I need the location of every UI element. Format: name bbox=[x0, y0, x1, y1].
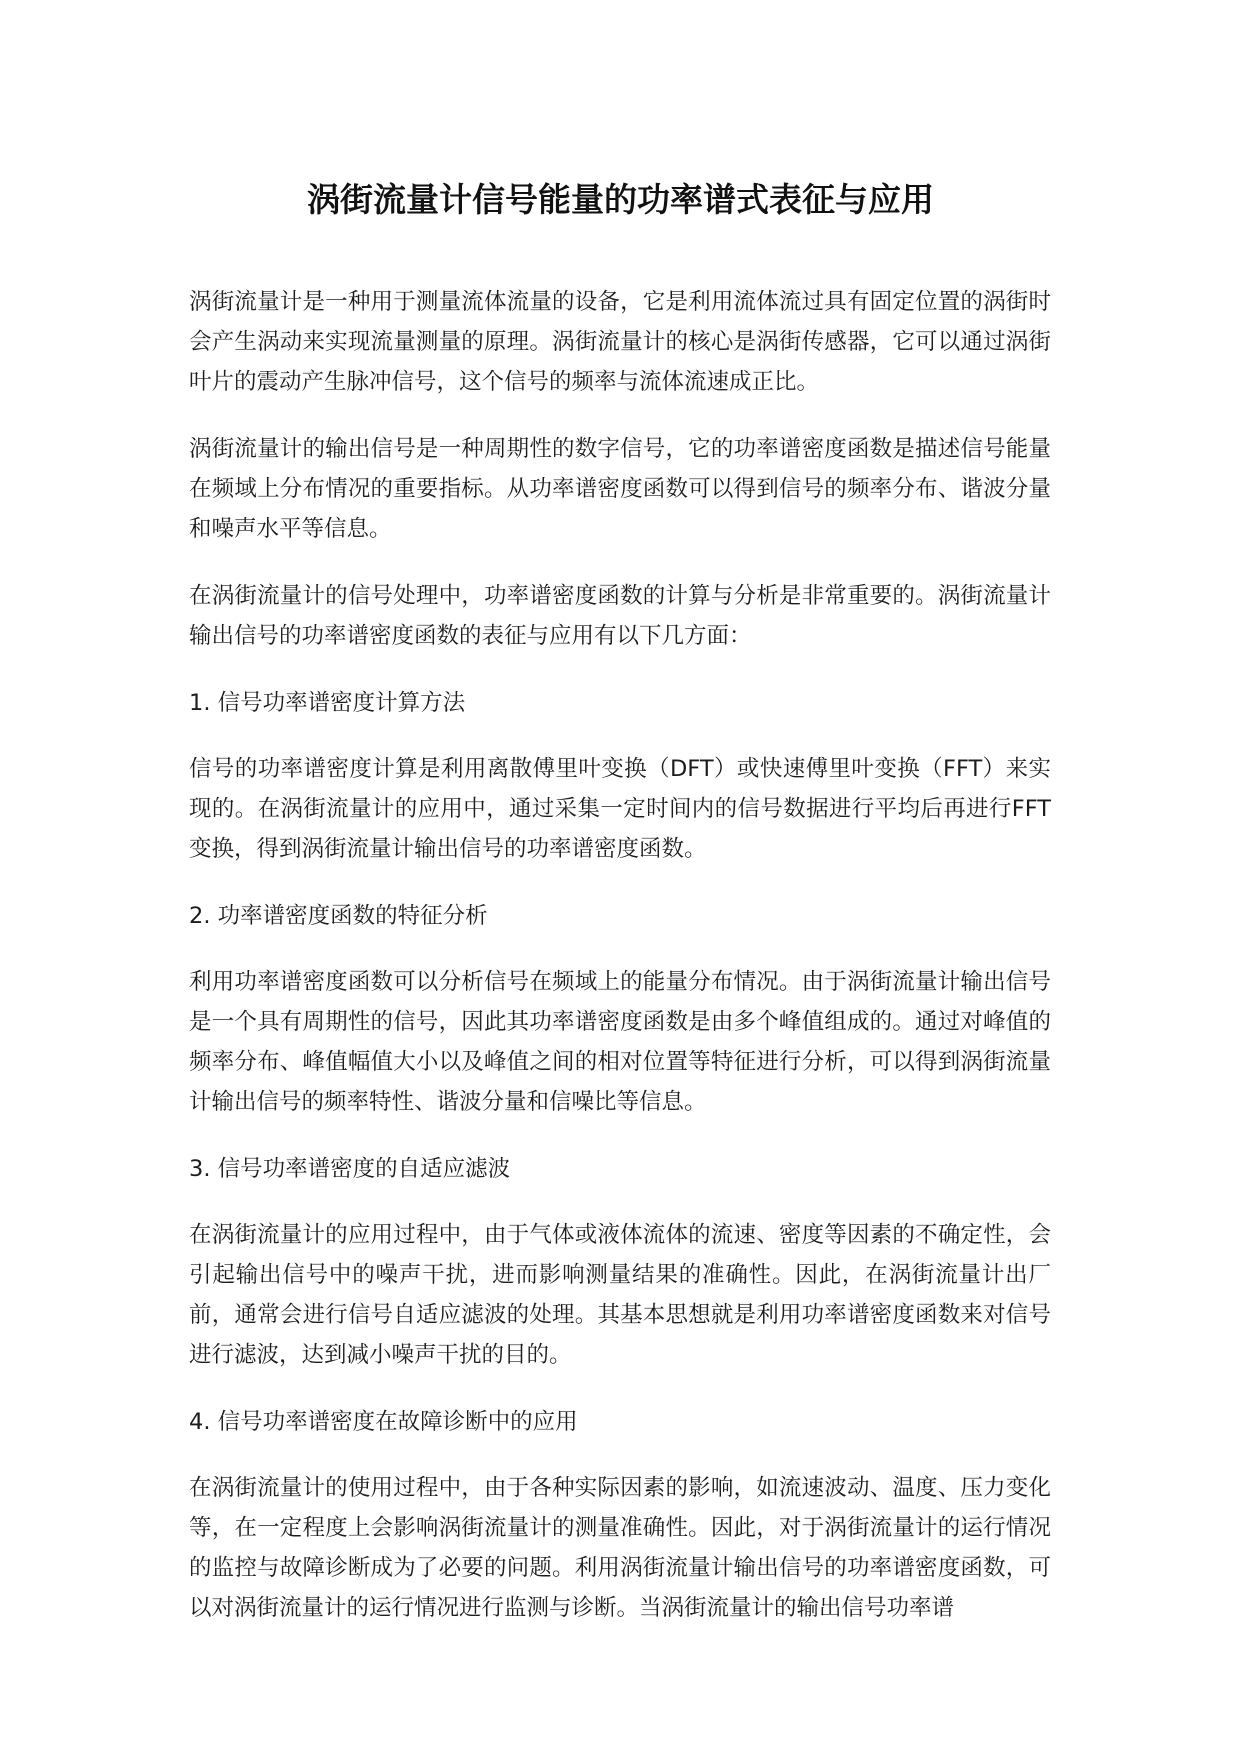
paragraph-feature-analysis: 利用功率谱密度函数可以分析信号在频域上的能量分布情况。由于涡街流量计输出信号是一个具有周期性的信号，因此其功率谱密度函数是由多个峰值组成的。通过对峰值的频率分布、峰值幅值大小以及峰值之间的相对位置等特征进行分析，可以得到涡街流量计输出信号的频率特性、谐波分量和信噪比等信息。 bbox=[189, 969, 1051, 1115]
paragraph-signal-processing: 在涡街流量计的信号处理中，功率谱密度函数的计算与分析是非常重要的。涡街流量计输出信号的功率谱密度函数的表征与应用有以下几方面： bbox=[189, 583, 1051, 649]
section-heading-2: 2. 功率谱密度函数的特征分析 bbox=[189, 903, 488, 929]
paragraph-output-signal: 涡街流量计的输出信号是一种周期性的数字信号，它的功率谱密度函数是描述信号能量在频域上分布情况的重要指标。从功率谱密度函数可以得到信号的频率分布、谐波分量和噪声水平等信息。 bbox=[189, 436, 1051, 542]
section-heading-1: 1. 信号功率谱密度计算方法 bbox=[189, 690, 466, 716]
document-title: 涡街流量计信号能量的功率谱式表征与应用 bbox=[307, 180, 934, 219]
section-heading-3: 3. 信号功率谱密度的自适应滤波 bbox=[189, 1156, 511, 1182]
section-heading-4: 4. 信号功率谱密度在故障诊断中的应用 bbox=[189, 1409, 578, 1435]
paragraph-adaptive-filtering: 在涡街流量计的应用过程中，由于气体或液体流体的流速、密度等因素的不确定性，会引起输出信号中的噪声干扰，进而影响测量结果的准确性。因此，在涡街流量计出厂前，通常会进行信号自适应滤波的处理。其基本思想就是利用功率谱密度函数来对信号进行滤波，达到减小噪声干扰的目的。 bbox=[189, 1222, 1051, 1368]
document-body bbox=[189, 282, 1051, 1655]
paragraph-fault-diagnosis: 在涡街流量计的使用过程中，由于各种实际因素的影响，如流速波动、温度、压力变化等，在一定程度上会影响涡街流量计的测量准确性。因此，对于涡街流量计的运行情况的监控与故障诊断成为了必要的问题。利用涡街流量计输出信号的功率谱密度函数，可以对涡街流量计的运行情况进行监测与诊断。当涡街流量计的输出信号功率谱 bbox=[189, 1475, 1051, 1621]
paragraph-intro: 涡街流量计是一种用于测量流体流量的设备，它是利用流体流过具有固定位置的涡街时会产生涡动来实现流量测量的原理。涡街流量计的核心是涡街传感器，它可以通过涡街叶片的震动产生脉冲信号，这个信号的频率与流体流速成正比。 bbox=[189, 289, 1051, 395]
paragraph-psd-calculation: 信号的功率谱密度计算是利用离散傅里叶变换（DFT）或快速傅里叶变换（FFT）来实现的。在涡街流量计的应用中，通过采集一定时间内的信号数据进行平均后再进行FFT变换，得到涡街流量计输出信号的功率谱密度函数。 bbox=[189, 756, 1051, 862]
